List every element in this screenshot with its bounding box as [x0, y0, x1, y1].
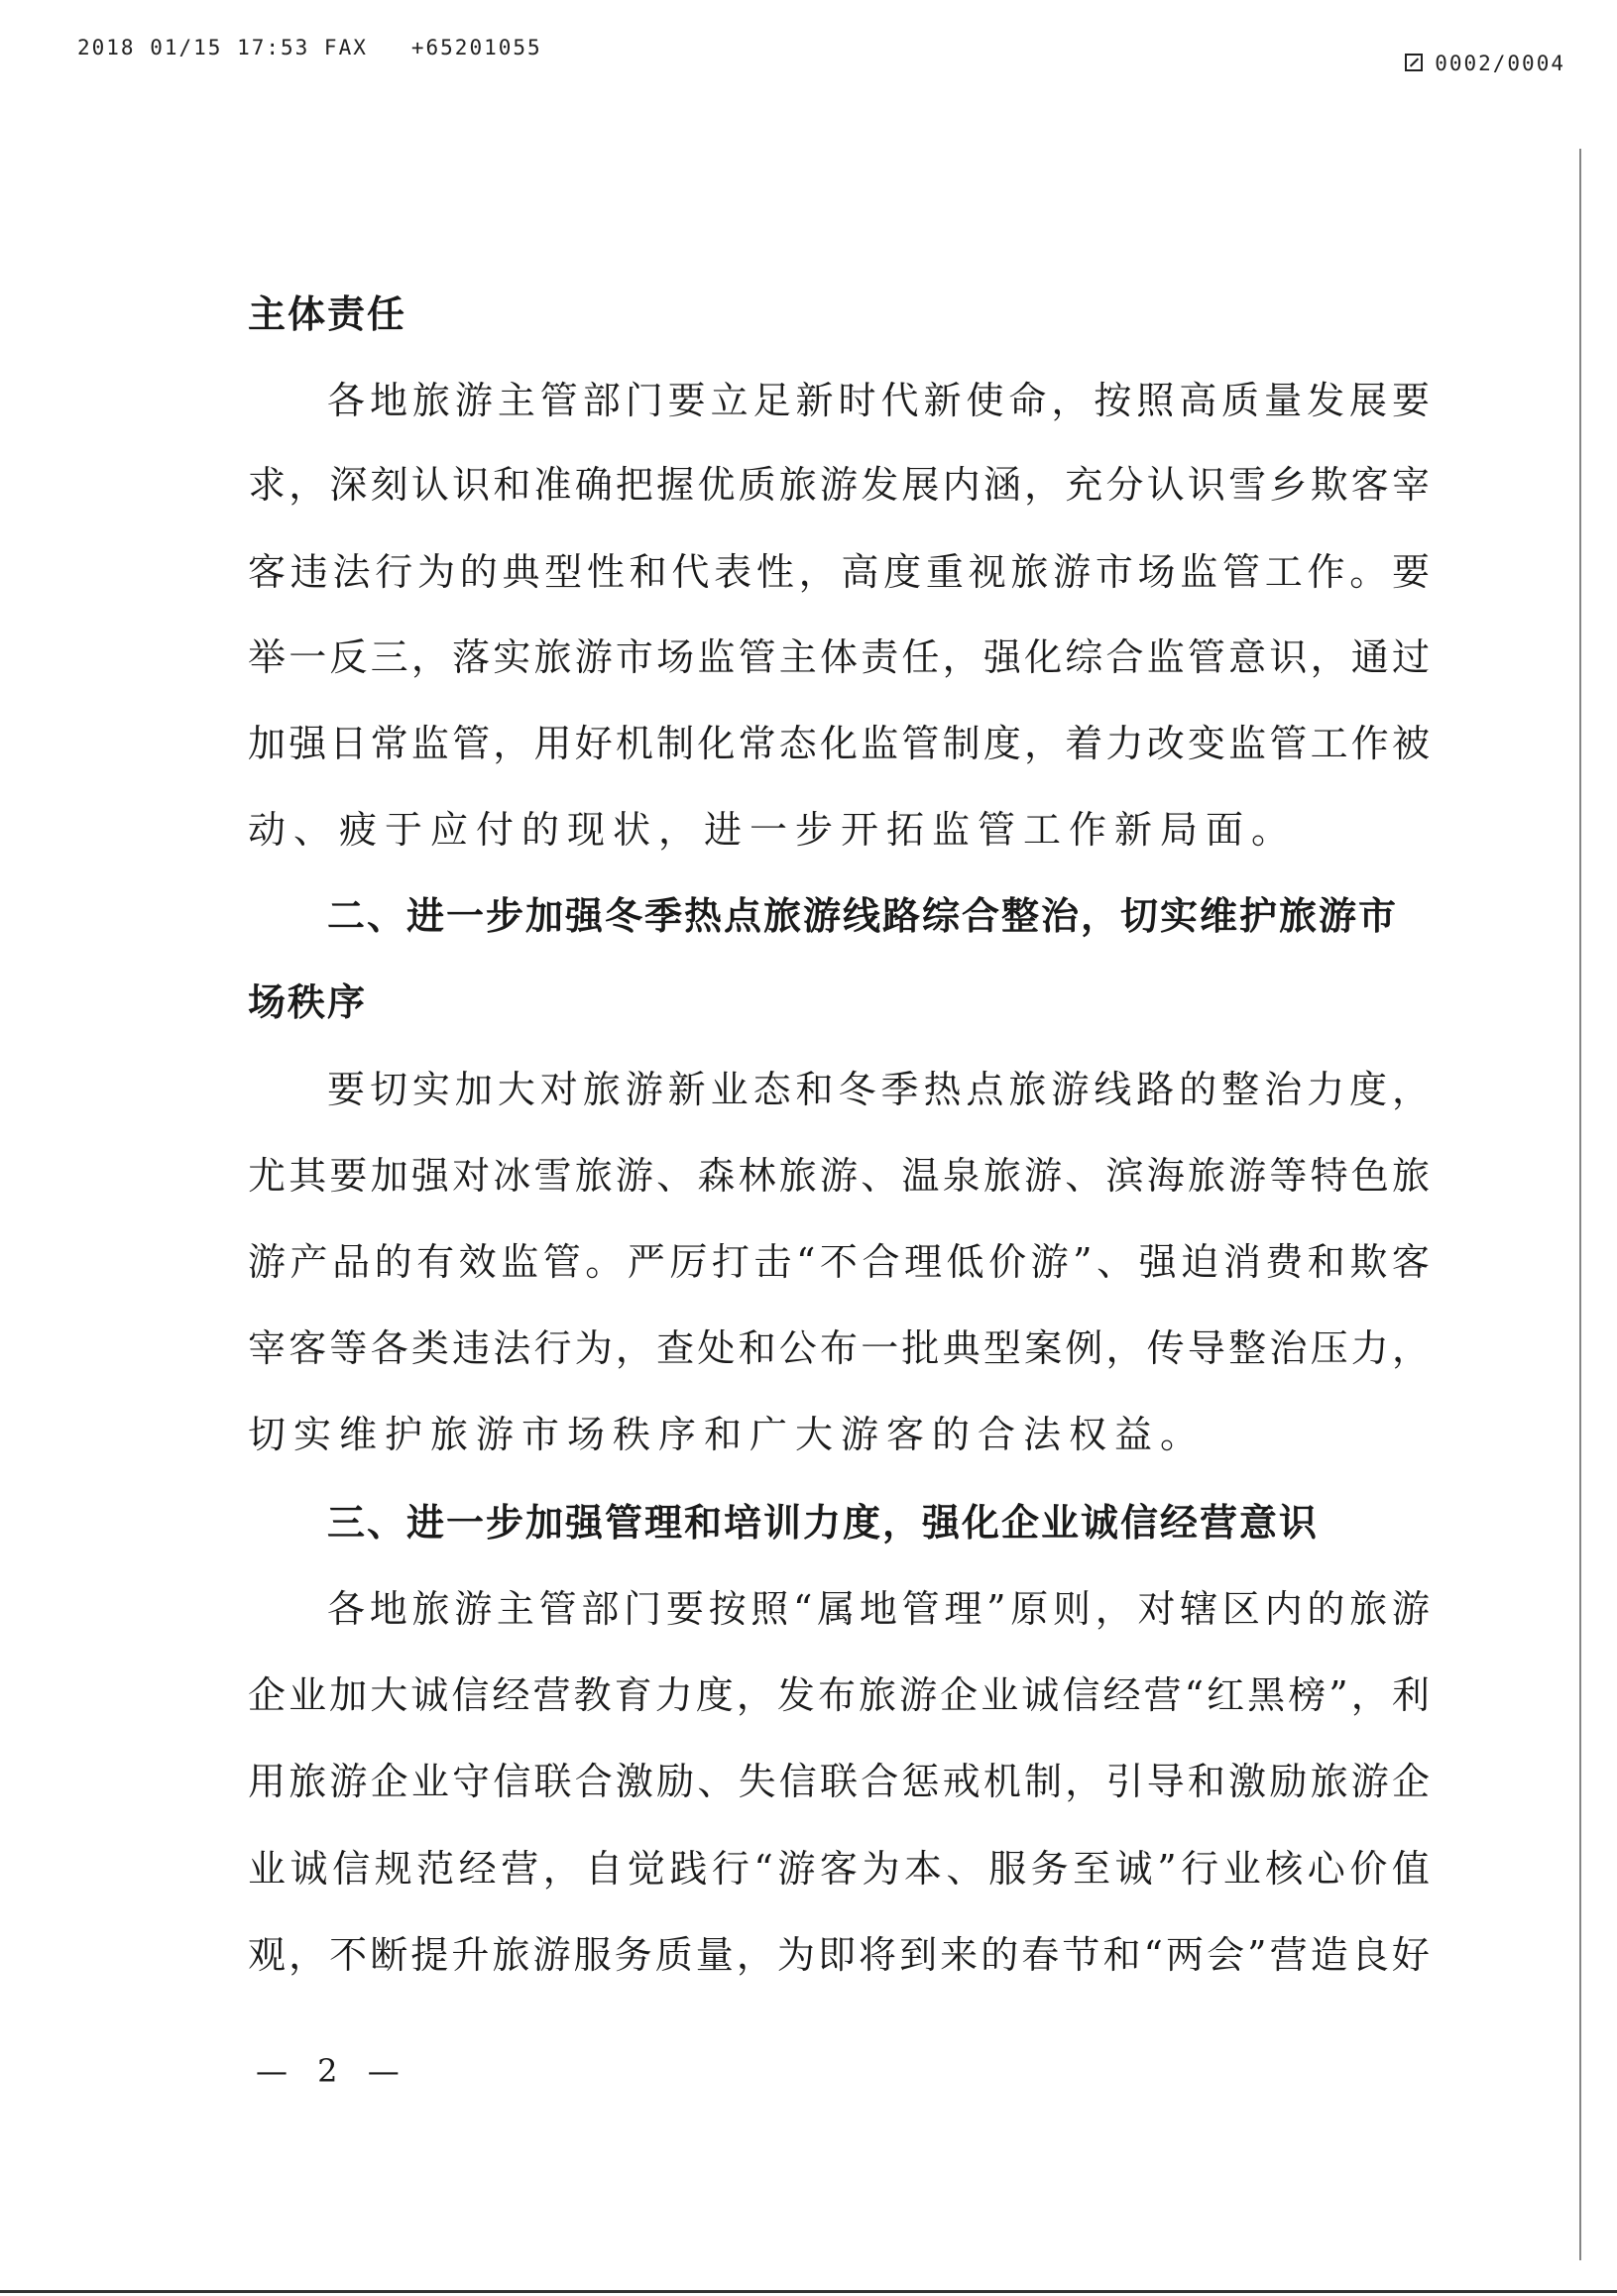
fax-datetime: 2018 01/15 17:53 FAX: [77, 36, 368, 59]
paragraph-line: 宰客等各类违法行为，查处和公布一批典型案例，传导整治压力，: [248, 1326, 1434, 1370]
paragraph-line: 举一反三，落实旅游市场监管主体责任，强化综合监管意识，通过: [248, 635, 1434, 679]
paragraph-line: 要切实加大对旅游新业态和冬季热点旅游线路的整治力度，: [327, 1068, 1435, 1111]
paragraph-line: 业诚信规范经营，自觉践行“游客为本、服务至诚”行业核心价值: [248, 1847, 1435, 1891]
paragraph-line: 切实维护旅游市场秩序和广大游客的合法权益。: [248, 1413, 1207, 1456]
paragraph-line: 加强日常监管，用好机制化常态化监管制度，着力改变监管工作被: [248, 722, 1434, 765]
fax-page-indicator: [1405, 52, 1565, 75]
fax-page-count: 0002/0004: [1435, 52, 1565, 75]
section-heading-continuation: 主体责任: [248, 292, 407, 336]
paragraph-line: 各地旅游主管部门要按照“属地管理”原则，对辖区内的旅游: [327, 1587, 1435, 1631]
scan-bottom-line: [0, 2290, 1617, 2293]
section-heading: 二、进一步加强冬季热点旅游线路综合整治，切实维护旅游市: [327, 894, 1399, 938]
section-heading: 场秩序: [248, 980, 368, 1024]
paragraph-line: 用旅游企业守信联合激励、失信联合惩戒机制，引导和激励旅游企: [248, 1760, 1434, 1803]
section-heading: 三、进一步加强管理和培训力度，强化企业诚信经营意识: [327, 1501, 1320, 1545]
paragraph-line: 求，深刻认识和准确把握优质旅游发展内涵，充分认识雪乡欺客宰: [248, 463, 1434, 507]
paragraph-line: 尤其要加强对冰雪旅游、森林旅游、温泉旅游、滨海旅游等特色旅: [248, 1154, 1434, 1198]
page-number: — 2 —: [256, 2052, 409, 2090]
fax-box-icon: [1405, 54, 1423, 71]
fax-header: [77, 36, 542, 59]
paragraph-line: 客违法行为的典型性和代表性，高度重视旅游市场监管工作。要: [248, 550, 1435, 594]
paragraph-line: 动、疲于应付的现状，进一步开拓监管工作新局面。: [248, 808, 1298, 852]
paragraph-line: 各地旅游主管部门要立足新时代新使命，按照高质量发展要: [327, 379, 1435, 422]
fax-number: +65201055: [410, 36, 542, 59]
scan-edge-line: [1579, 149, 1581, 2260]
paragraph-line: 游产品的有效监管。严厉打击“不合理低价游”、强迫消费和欺客: [248, 1240, 1435, 1284]
paragraph-line: 企业加大诚信经营教育力度，发布旅游企业诚信经营“红黑榜”，利: [248, 1673, 1433, 1717]
paragraph-line: 观，不断提升旅游服务质量，为即将到来的春节和“两会”营造良好: [248, 1933, 1433, 1977]
